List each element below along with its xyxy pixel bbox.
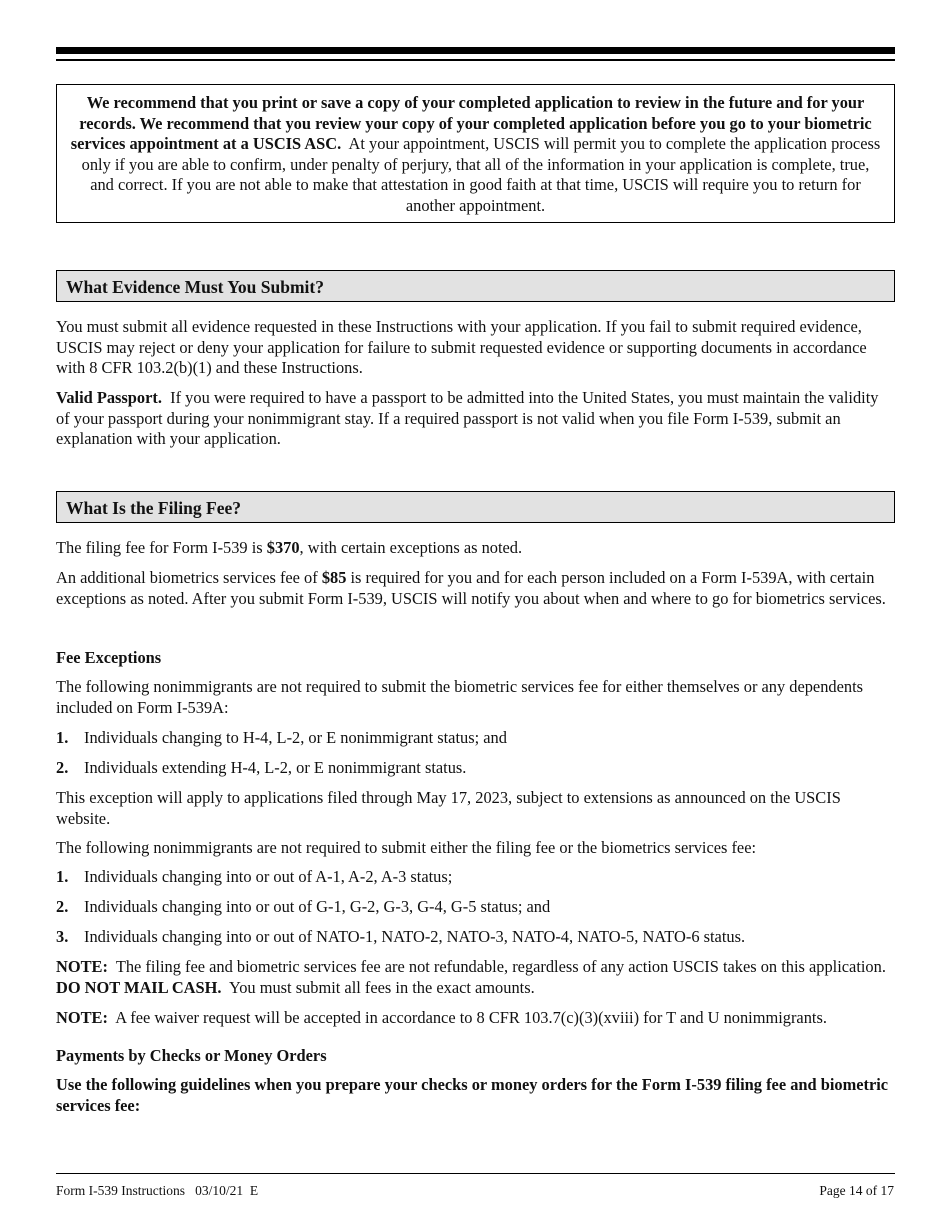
- list-item-number: 1.: [56, 728, 69, 747]
- footer-page-number: Page 14 of 17: [819, 1183, 894, 1198]
- filing-fee-text-pre: The filing fee for Form I-539 is: [56, 538, 267, 557]
- list-item-number: 2.: [56, 758, 69, 777]
- evidence-paragraph: You must submit all evidence requested in these Instructions with your application. If you fail to submit required evidence, USCIS may reject or deny your application for failure to submit requested evidence or supporting documents in accordance with 8 CFR 103.2(b)(1) and these Instructions.: [56, 317, 867, 377]
- filing-fee-text-post: , with certain exceptions as noted.: [299, 538, 523, 557]
- list-item: [56, 728, 896, 749]
- biometrics-fee-text-post: is required for you and for each person included on a Form I-539A, with certain exceptions as noted. After you submit Form I-539, USCIS will notify you about when and where to go for biometrics services.: [56, 568, 886, 608]
- filing-fee-section-heading: What Is the Filing Fee?: [56, 491, 895, 523]
- list-item-number: 3.: [56, 927, 69, 946]
- list-item: [56, 927, 896, 948]
- payments-intro: Use the following guidelines when you prepare your checks or money orders for the Form I-539 filing fee and biometric services fee:: [56, 1075, 889, 1115]
- list-item-text: Individuals extending H-4, L-2, or E nonimmigrant status.: [84, 758, 467, 777]
- top-thin-rule: [56, 59, 895, 61]
- list-item-text: Individuals changing to H-4, L-2, or E nonimmigrant status; and: [84, 728, 507, 747]
- list-item-text: Individuals changing into or out of A-1, A-2, A-3 status;: [84, 867, 453, 886]
- list-item: [56, 897, 896, 918]
- fee-waiver-intro: The following nonimmigrants are not required to submit either the filing fee or the biometrics services fee:: [56, 838, 757, 857]
- fee-exceptions-intro: The following nonimmigrants are not required to submit the biometric services fee for either themselves or any dependents included on Form I-539A:: [56, 677, 863, 717]
- valid-passport-text: If you were required to have a passport to be admitted into the United States, you must maintain the validity of your passport during your nonimmigrant stay. If a required passport is not valid when you file Form I-539, submit an explanation with your application.: [56, 388, 879, 448]
- footer-rule: [56, 1173, 895, 1174]
- valid-passport-paragraph: [56, 388, 896, 450]
- list-item: [56, 758, 896, 779]
- list-item-number: 2.: [56, 897, 69, 916]
- note-bold-warning: DO NOT MAIL CASH.: [56, 977, 222, 997]
- note-waiver-paragraph: [56, 1008, 896, 1029]
- valid-passport-label: Valid Passport.: [56, 388, 162, 407]
- biometrics-fee-amount: $85: [321, 568, 347, 587]
- biometrics-fee-text-pre: An additional biometrics services fee of: [56, 568, 322, 587]
- list-item-text: Individuals changing into or out of G-1, G-2, G-3, G-4, G-5 status; and: [84, 897, 551, 916]
- note-label: NOTE:: [56, 957, 108, 976]
- fee-exceptions-heading: Fee Exceptions: [56, 648, 162, 667]
- footer-form-id: Form I-539 Instructions 03/10/21 E: [56, 1183, 259, 1198]
- note-label: NOTE:: [56, 1008, 108, 1027]
- notice-normal-text: At your appointment, USCIS will permit you to complete the application process only if you are able to confirm, under penalty of perjury, that all of the information in your application is complete, true, and correct. If you are not able to make that attestation in good faith at that time, USCIS will require you to return for another appointment.: [81, 134, 881, 215]
- note-text: The filing fee and biometric services fee are not refundable, regardless of any action USCIS takes on this application.: [115, 957, 886, 976]
- note-text: A fee waiver request will be accepted in accordance to 8 CFR 103.7(c)(3)(xviii) for T and U nonimmigrants.: [115, 1008, 827, 1027]
- note-refund-paragraph: [56, 957, 896, 998]
- exception-note-paragraph: This exception will apply to applications filed through May 17, 2023, subject to extensions as announced on the USCIS website.: [56, 788, 841, 828]
- list-item: [56, 867, 896, 888]
- payments-heading: Payments by Checks or Money Orders: [56, 1046, 327, 1065]
- list-item-text: Individuals changing into or out of NATO-1, NATO-2, NATO-3, NATO-4, NATO-5, NATO-6 status.: [84, 927, 746, 946]
- filing-fee-paragraph: [56, 538, 896, 559]
- note-text-end: You must submit all fees in the exact amounts.: [229, 977, 535, 997]
- recommendation-notice-box: [56, 84, 895, 223]
- filing-fee-amount: $370: [266, 538, 300, 557]
- notice-bold-text: We recommend that you print or save a copy of your completed application to review in the future and for your records. We recommend that you review your copy of your completed application before you go to your biometric services appointment at a USCIS ASC.: [70, 93, 872, 153]
- evidence-section-heading: What Evidence Must You Submit?: [56, 270, 895, 302]
- biometrics-fee-paragraph: [56, 568, 896, 609]
- list-item-number: 1.: [56, 867, 69, 886]
- top-thick-rule: [56, 47, 895, 54]
